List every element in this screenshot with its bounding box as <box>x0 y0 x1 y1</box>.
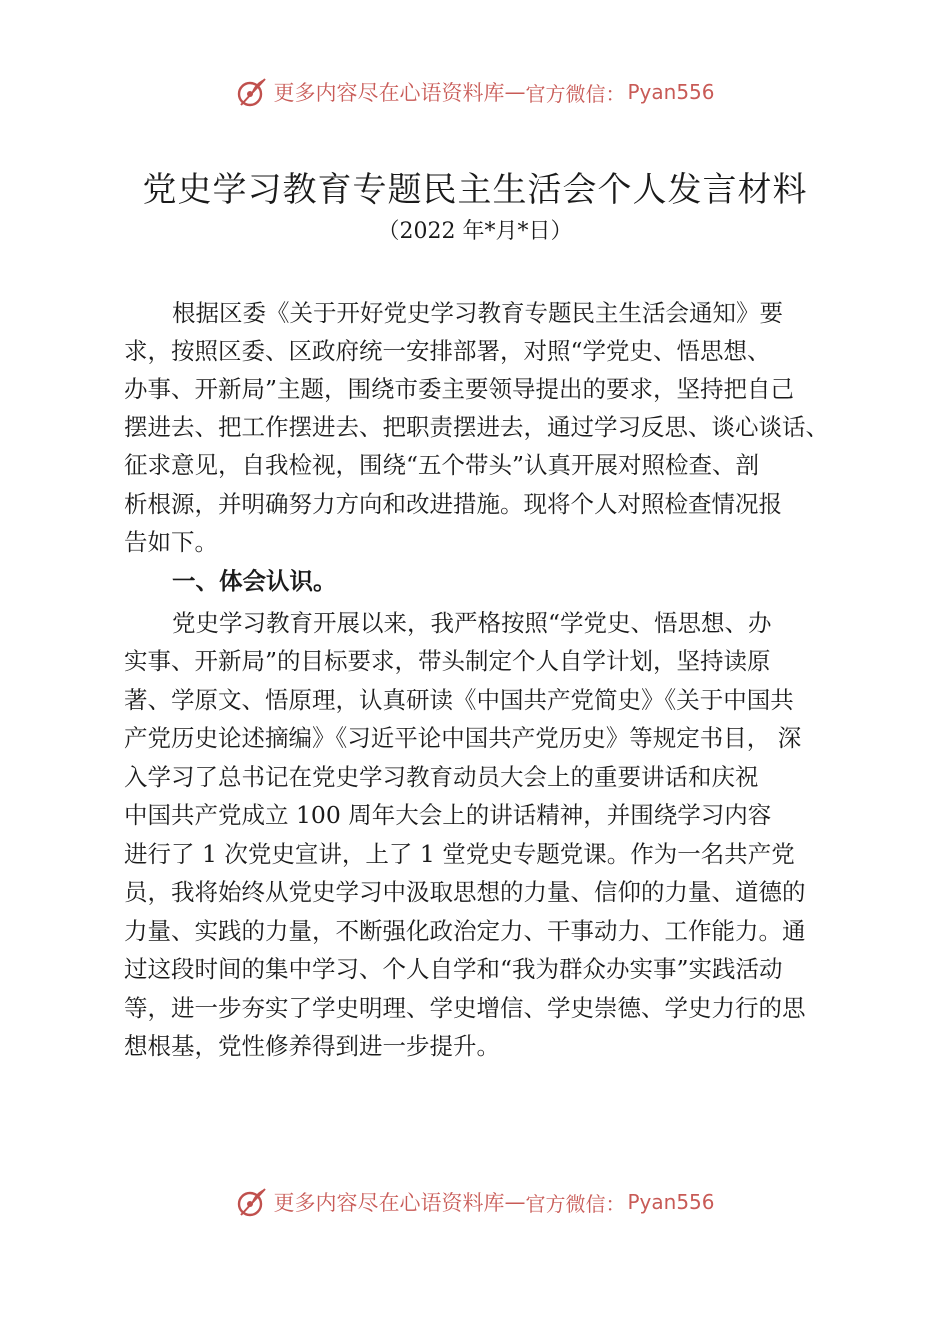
paragraph-line: 摆进去、把工作摆进去、把职责摆进去，通过学习反思、谈心谈话、 <box>124 413 829 441</box>
paragraph-line: 党史学习教育开展以来，我严格按照“学党史、悟思想、办 <box>172 609 772 637</box>
paragraph-line: 析根源，并明确努力方向和改进措施。现将个人对照检查情况报 <box>124 490 782 518</box>
watermark-handle: Pyan556 <box>627 1190 715 1214</box>
paragraph-line: 力量、实践的力量，不断强化政治定力、干事动力、工作能力。通 <box>124 917 806 945</box>
watermark-main-text: 更多内容尽在心语资料库 <box>273 1191 505 1215</box>
section-heading: 一、体会认识。 <box>172 567 337 595</box>
paragraph-line: 中国共产党成立 100 周年大会上的讲话精神，并围绕学习内容 <box>124 801 772 829</box>
paragraph-line: 产党历史论述摘编》《习近平论中国共产党历史》等规定书目， 深 <box>124 724 802 752</box>
paragraph-line: 想根基，党性修养得到进一步提升。 <box>124 1032 500 1060</box>
paragraph-line: 办事、开新局”主题，围绕市委主要领导提出的要求，坚持把自己 <box>124 375 795 403</box>
paragraph-line: 员，我将始终从党史学习中汲取思想的力量、信仰的力量、道德的 <box>124 878 806 906</box>
watermark-separator: — <box>504 1190 526 1214</box>
quill-logo-icon <box>235 75 269 109</box>
watermark-main-text: 更多内容尽在心语资料库 <box>273 81 505 105</box>
quill-logo-icon <box>235 1185 269 1219</box>
watermark-separator: — <box>504 80 526 104</box>
watermark-handle: Pyan556 <box>627 80 715 104</box>
paragraph-line: 著、学原文、悟原理，认真研读《中国共产党简史》《关于中国共 <box>124 686 794 714</box>
watermark-banner-bottom <box>0 1180 950 1224</box>
watermark-label: 官方微信： <box>525 1191 626 1216</box>
document-date: （2022 年*月*日） <box>377 219 573 244</box>
paragraph-line: 求，按照区委、区政府统一安排部署，对照“学党史、悟思想、 <box>124 337 771 365</box>
paragraph-line: 过这段时间的集中学习、个人自学和“我为群众办实事”实践活动 <box>124 955 783 983</box>
paragraph-line: 进行了 1 次党史宣讲，上了 1 堂党史专题党课。作为一名共产党 <box>124 840 795 868</box>
watermark-label: 官方微信： <box>525 81 626 106</box>
paragraph-line: 根据区委《关于开好党史学习教育专题民主生活会通知》要 <box>172 299 783 327</box>
document-title: 党史学习教育专题民主生活会个人发言材料 <box>142 170 808 210</box>
watermark-banner-top <box>0 70 950 114</box>
paragraph-line: 等，进一步夯实了学史明理、学史增信、学史崇德、学史力行的思 <box>124 994 806 1022</box>
paragraph-line: 入学习了总书记在党史学习教育动员大会上的重要讲话和庆祝 <box>124 763 759 791</box>
paragraph-line: 征求意见，自我检视，围绕“五个带头”认真开展对照检查、剖 <box>124 451 760 479</box>
paragraph-line: 实事、开新局”的目标要求，带头制定个人自学计划，坚持读原 <box>124 647 771 675</box>
paragraph-line: 告如下。 <box>124 528 218 556</box>
